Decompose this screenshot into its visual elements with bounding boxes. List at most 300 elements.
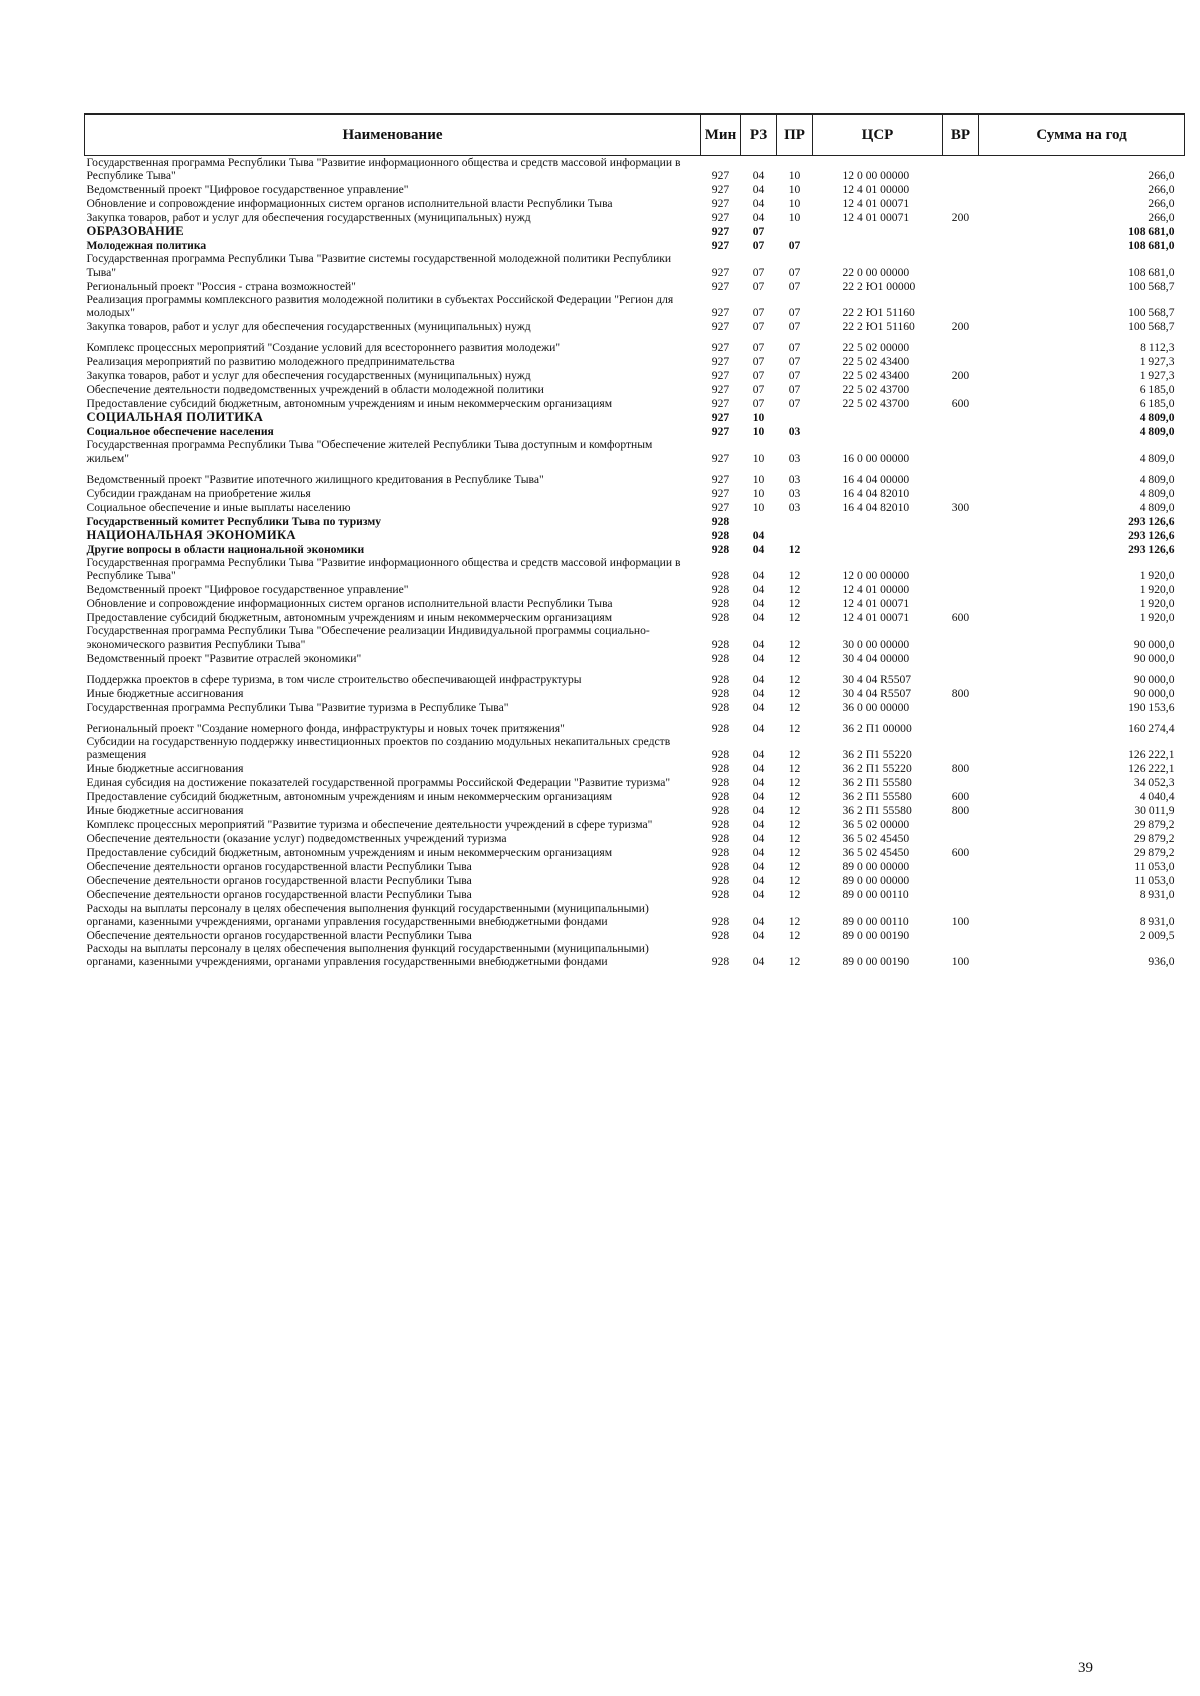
row-sum: 100 568,7	[1128, 306, 1175, 320]
row-sum: 108 681,0	[1128, 265, 1175, 279]
row-name: Иные бюджетные ассигнования	[86, 804, 244, 818]
row-min: 928	[711, 569, 730, 583]
row-min: 928	[711, 528, 730, 542]
row-name: Ведомственный проект "Развитие ипотечного жилищного кредитования в Республике Тыва"	[86, 472, 544, 486]
row-sum: 34 052,3	[1133, 776, 1175, 790]
row-csr: 89 0 00 00110	[842, 888, 909, 902]
table-row	[85, 804, 1185, 818]
row-vr	[943, 486, 979, 500]
row-name: СОЦИАЛЬНАЯ ПОЛИТИКА	[86, 410, 264, 425]
row-vr	[943, 238, 979, 252]
row-rz: 07	[752, 341, 765, 355]
row-pr	[777, 514, 813, 528]
row-name: Региональный проект "Россия - страна возможностей"	[86, 279, 356, 293]
row-csr: 22 5 02 43700	[842, 397, 910, 411]
row-sum: 293 126,6	[1128, 528, 1175, 542]
row-vr: 200	[951, 369, 970, 383]
row-vr: 300	[951, 500, 970, 514]
row-pr: 12	[788, 846, 801, 860]
row-pr: 10	[788, 183, 801, 197]
row-min: 928	[711, 804, 730, 818]
row-vr	[943, 182, 979, 196]
page-number: 39	[1078, 1660, 1093, 1676]
row-min: 928	[711, 874, 730, 888]
row-vr	[943, 156, 979, 183]
row-rz: 04	[752, 914, 765, 928]
table-row	[85, 776, 1185, 790]
row-vr: 600	[951, 846, 970, 860]
row-rz: 04	[752, 790, 765, 804]
row-rz: 04	[752, 211, 765, 225]
row-pr: 03	[788, 500, 801, 514]
row-rz: 07	[752, 397, 765, 411]
row-csr: 36 2 П1 55580	[842, 790, 912, 804]
row-sum: 190 153,6	[1128, 700, 1175, 714]
row-csr: 12 4 01 00071	[842, 211, 910, 225]
row-min: 928	[711, 651, 730, 665]
row-vr: 800	[951, 804, 970, 818]
row-vr	[943, 700, 979, 714]
table-row	[85, 928, 1185, 942]
table-row	[85, 424, 1185, 438]
row-csr: 89 0 00 00110	[842, 914, 909, 928]
row-pr: 07	[788, 341, 801, 355]
row-pr	[777, 224, 813, 238]
row-vr	[943, 279, 979, 293]
row-csr	[813, 410, 943, 424]
table-row	[85, 596, 1185, 610]
row-pr: 07	[788, 239, 801, 253]
row-pr: 12	[788, 928, 801, 942]
row-vr	[943, 542, 979, 556]
row-vr: 100	[951, 914, 970, 928]
row-pr: 07	[788, 383, 801, 397]
row-pr: 10	[788, 211, 801, 225]
header-name: Наименование	[85, 114, 701, 156]
row-name: ОБРАЗОВАНИЕ	[86, 224, 184, 239]
table-row	[85, 224, 1185, 238]
row-sum: 1 920,0	[1139, 569, 1175, 583]
row-rz: 07	[752, 265, 765, 279]
row-sum: 108 681,0	[1128, 225, 1175, 239]
row-sum: 293 126,6	[1128, 514, 1175, 528]
row-name: Поддержка проектов в сфере туризма, в том числе строительство обеспечивающей инфраструктуры	[86, 672, 582, 686]
row-rz: 04	[752, 197, 765, 211]
row-pr: 03	[788, 472, 801, 486]
row-min: 928	[711, 818, 730, 832]
row-vr: 200	[951, 320, 970, 334]
row-vr	[943, 582, 979, 596]
table-row	[85, 735, 1185, 761]
row-csr: 36 2 П1 55220	[842, 762, 912, 776]
row-sum: 1 920,0	[1139, 583, 1175, 597]
row-csr: 16 4 04 82010	[842, 486, 910, 500]
row-csr: 12 4 01 00071	[842, 197, 910, 211]
row-csr: 12 0 00 00000	[842, 169, 910, 183]
row-min: 927	[711, 341, 730, 355]
row-rz: 04	[752, 569, 765, 583]
row-min: 927	[711, 486, 730, 500]
row-csr: 12 4 01 00000	[842, 583, 910, 597]
row-name: Единая субсидия на достижение показателей государственной программы Российской Федерации "Развитие туризма"	[86, 776, 671, 790]
header-vr: ВР	[943, 114, 979, 156]
row-csr	[813, 424, 943, 438]
row-pr: 07	[788, 369, 801, 383]
row-csr: 36 2 П1 55580	[842, 776, 912, 790]
row-min: 928	[711, 542, 730, 556]
row-min: 927	[711, 369, 730, 383]
row-name: Государственная программа Республики Тыва "Развитие информационного общества и средств массовой информации в Республике Тыва"	[86, 556, 681, 583]
row-vr: 600	[951, 397, 970, 411]
row-vr	[943, 224, 979, 238]
row-name: Государственная программа Республики Тыва "Развитие системы государственной молодежной политики Республики Тыва"	[86, 252, 672, 279]
row-pr: 10	[788, 197, 801, 211]
row-pr: 12	[788, 804, 801, 818]
row-vr	[943, 928, 979, 942]
row-pr: 07	[788, 320, 801, 334]
row-pr: 07	[788, 397, 801, 411]
row-csr: 36 5 02 45450	[842, 846, 910, 860]
row-name: Обновление и сопровождение информационных систем органов исполнительной власти Республики Тыва	[86, 597, 613, 611]
table-row	[85, 860, 1185, 874]
row-pr: 12	[788, 542, 801, 556]
table-row	[85, 156, 1185, 183]
table-row	[85, 686, 1185, 700]
row-vr	[943, 410, 979, 424]
row-rz: 04	[752, 928, 765, 942]
row-min: 928	[711, 700, 730, 714]
table-row	[85, 818, 1185, 832]
table-row	[85, 624, 1185, 650]
row-name: Другие вопросы в области национальной экономики	[86, 542, 365, 556]
row-name: Государственная программа Республики Тыва "Развитие туризма в Республике Тыва"	[86, 700, 509, 714]
table-row	[85, 714, 1185, 735]
row-name: Иные бюджетные ассигнования	[86, 762, 244, 776]
row-sum: 126 222,1	[1128, 748, 1175, 762]
row-sum: 293 126,6	[1128, 542, 1175, 556]
row-pr	[777, 410, 813, 424]
row-name: Региональный проект "Создание номерного фонда, инфраструктуры и новых точек притяжения"	[86, 722, 565, 736]
row-name: Социальное обеспечение населения	[86, 425, 274, 439]
row-csr: 22 5 02 43400	[842, 355, 910, 369]
row-pr: 12	[788, 888, 801, 902]
row-sum: 266,0	[1148, 211, 1175, 225]
row-csr: 12 4 01 00071	[842, 597, 910, 611]
row-sum: 4 809,0	[1139, 486, 1175, 500]
row-pr: 12	[788, 583, 801, 597]
row-csr	[813, 514, 943, 528]
row-csr: 36 2 П1 00000	[842, 722, 912, 736]
row-rz: 04	[752, 686, 765, 700]
budget-table	[84, 113, 1185, 968]
row-sum: 90 000,0	[1133, 672, 1175, 686]
table-row	[85, 556, 1185, 582]
row-csr: 12 0 00 00000	[842, 569, 910, 583]
row-sum: 1 920,0	[1139, 597, 1175, 611]
row-sum: 29 879,2	[1133, 832, 1175, 846]
row-csr	[813, 542, 943, 556]
row-csr: 22 2 Ю1 51160	[842, 320, 915, 334]
row-name: НАЦИОНАЛЬНАЯ ЭКОНОМИКА	[86, 527, 296, 542]
row-min: 928	[711, 686, 730, 700]
row-name: Предоставление субсидий бюджетным, автономным учреждениям и иным некоммерческим организациям	[86, 846, 613, 860]
row-pr: 12	[788, 955, 801, 969]
row-csr: 89 0 00 00000	[842, 874, 910, 888]
table-row	[85, 790, 1185, 804]
table-row	[85, 582, 1185, 596]
table-row	[85, 528, 1185, 542]
row-rz: 04	[752, 169, 765, 183]
row-name: Ведомственный проект "Цифровое государственное управление"	[86, 183, 409, 197]
table-row	[85, 486, 1185, 500]
row-name: Закупка товаров, работ и услуг для обеспечения государственных (муниципальных) нужд	[86, 320, 531, 334]
row-min: 928	[711, 611, 730, 625]
row-min: 927	[711, 472, 730, 486]
row-rz	[741, 514, 777, 528]
row-sum: 4 809,0	[1139, 451, 1175, 465]
row-min: 927	[711, 425, 730, 439]
row-sum: 8 931,0	[1139, 914, 1175, 928]
row-name: Обеспечение деятельности органов государственной власти Республики Тыва	[86, 928, 472, 942]
row-pr: 12	[788, 776, 801, 790]
row-pr: 03	[788, 486, 801, 500]
row-min: 927	[711, 306, 730, 320]
row-min: 927	[711, 383, 730, 397]
row-rz: 04	[752, 762, 765, 776]
row-name: Субсидии гражданам на приобретение жилья	[86, 486, 311, 500]
row-rz: 07	[752, 306, 765, 320]
row-sum: 11 053,0	[1134, 860, 1175, 874]
row-pr: 12	[788, 597, 801, 611]
table-row	[85, 319, 1185, 333]
row-name: Государственная программа Республики Тыва "Обеспечение жителей Республики Тыва доступным и комфортным жильем"	[86, 438, 653, 465]
row-rz: 04	[752, 542, 765, 556]
row-csr: 30 4 04 R5507	[842, 672, 912, 686]
row-vr	[943, 252, 979, 278]
table-row	[85, 333, 1185, 354]
table-row	[85, 665, 1185, 686]
row-vr	[943, 860, 979, 874]
row-rz: 07	[752, 320, 765, 334]
row-min: 928	[711, 914, 730, 928]
row-name: Обеспечение деятельности органов государственной власти Республики Тыва	[86, 888, 472, 902]
row-vr	[943, 382, 979, 396]
table-row	[85, 500, 1185, 514]
row-sum: 29 879,2	[1133, 846, 1175, 860]
row-vr	[943, 293, 979, 319]
row-pr: 07	[788, 355, 801, 369]
row-min: 927	[711, 500, 730, 514]
row-sum: 8 931,0	[1139, 888, 1175, 902]
row-vr	[943, 528, 979, 542]
row-csr: 22 5 02 00000	[842, 341, 910, 355]
table-row	[85, 874, 1185, 888]
row-csr	[813, 238, 943, 252]
row-csr: 89 0 00 00000	[842, 860, 910, 874]
row-pr: 12	[788, 818, 801, 832]
row-vr	[943, 438, 979, 464]
row-pr: 12	[788, 748, 801, 762]
row-csr: 12 4 01 00071	[842, 611, 910, 625]
row-sum: 4 809,0	[1139, 500, 1175, 514]
table-row	[85, 396, 1185, 410]
row-csr: 16 4 04 00000	[842, 472, 910, 486]
row-min: 928	[711, 748, 730, 762]
row-vr: 800	[951, 762, 970, 776]
row-min: 928	[711, 888, 730, 902]
row-min: 928	[711, 928, 730, 942]
row-sum: 6 185,0	[1139, 383, 1175, 397]
row-csr	[813, 224, 943, 238]
row-rz: 10	[752, 411, 765, 425]
row-csr: 30 0 00 00000	[842, 637, 910, 651]
row-rz: 04	[752, 846, 765, 860]
row-rz: 04	[752, 776, 765, 790]
row-pr: 07	[788, 306, 801, 320]
row-name: Закупка товаров, работ и услуг для обеспечения государственных (муниципальных) нужд	[86, 369, 531, 383]
table-row	[85, 762, 1185, 776]
row-vr	[943, 735, 979, 761]
row-csr: 12 4 01 00000	[842, 183, 910, 197]
row-vr	[943, 624, 979, 650]
row-pr: 12	[788, 672, 801, 686]
row-vr	[943, 196, 979, 210]
row-name: Иные бюджетные ассигнования	[86, 686, 244, 700]
row-vr	[943, 874, 979, 888]
row-rz: 04	[752, 832, 765, 846]
row-sum: 6 185,0	[1139, 397, 1175, 411]
table-body	[85, 156, 1185, 969]
row-pr: 07	[788, 265, 801, 279]
row-rz: 04	[752, 611, 765, 625]
row-name: Ведомственный проект "Цифровое государственное управление"	[86, 583, 409, 597]
row-vr	[943, 714, 979, 735]
row-sum: 4 809,0	[1139, 472, 1175, 486]
row-sum: 1 920,0	[1139, 611, 1175, 625]
row-pr: 12	[788, 700, 801, 714]
row-csr: 36 2 П1 55580	[842, 804, 912, 818]
table-row	[85, 293, 1185, 319]
row-pr: 03	[788, 425, 801, 439]
row-sum: 11 053,0	[1134, 874, 1175, 888]
row-min: 927	[711, 451, 730, 465]
row-csr: 89 0 00 00190	[842, 928, 910, 942]
row-rz: 10	[752, 472, 765, 486]
row-name: Реализация мероприятий по развитию молодежного предпринимательства	[86, 355, 455, 369]
row-pr: 12	[788, 762, 801, 776]
row-pr: 12	[788, 637, 801, 651]
row-sum: 90 000,0	[1133, 686, 1175, 700]
row-name: Предоставление субсидий бюджетным, автономным учреждениям и иным некоммерческим организациям	[86, 611, 613, 625]
table-row	[85, 368, 1185, 382]
row-min: 928	[711, 672, 730, 686]
row-sum: 29 879,2	[1133, 818, 1175, 832]
row-min: 928	[711, 790, 730, 804]
row-csr: 16 4 04 82010	[842, 500, 910, 514]
row-pr: 12	[788, 874, 801, 888]
row-vr	[943, 651, 979, 665]
row-rz: 04	[752, 722, 765, 736]
row-min: 928	[711, 722, 730, 736]
row-sum: 100 568,7	[1128, 320, 1175, 334]
row-csr: 22 5 02 43700	[842, 383, 910, 397]
row-sum: 108 681,0	[1128, 239, 1175, 253]
budget-page	[84, 113, 1184, 968]
table-row	[85, 196, 1185, 210]
row-vr	[943, 354, 979, 368]
row-rz: 10	[752, 425, 765, 439]
table-row	[85, 942, 1185, 968]
row-csr: 89 0 00 00190	[842, 955, 910, 969]
header-csr: ЦСР	[813, 114, 943, 156]
row-name: Обеспечение деятельности подведомственных учреждений в области молодежной политики	[86, 383, 544, 397]
row-pr: 12	[788, 790, 801, 804]
row-pr: 12	[788, 611, 801, 625]
header-min: Мин	[701, 114, 741, 156]
row-sum: 266,0	[1148, 183, 1175, 197]
table-row	[85, 542, 1185, 556]
row-vr	[943, 465, 979, 486]
row-sum: 4 040,4	[1139, 790, 1175, 804]
row-sum: 936,0	[1148, 955, 1175, 969]
row-rz: 04	[752, 874, 765, 888]
row-min: 927	[711, 197, 730, 211]
row-min: 928	[711, 597, 730, 611]
row-min: 927	[711, 355, 730, 369]
row-csr: 22 5 02 43400	[842, 369, 910, 383]
table-row	[85, 210, 1185, 224]
row-vr	[943, 424, 979, 438]
row-name: Государственная программа Республики Тыва "Обеспечение реализации Индивидуальной программы социально-экономического развития Республики Тыва"	[86, 624, 650, 651]
row-vr	[943, 514, 979, 528]
row-rz: 04	[752, 672, 765, 686]
row-rz: 10	[752, 451, 765, 465]
table-row	[85, 410, 1185, 424]
row-csr: 36 2 П1 55220	[842, 748, 912, 762]
table-row	[85, 700, 1185, 714]
row-vr	[943, 556, 979, 582]
row-sum: 1 927,3	[1139, 369, 1175, 383]
row-sum: 30 011,9	[1134, 804, 1175, 818]
row-name: Обеспечение деятельности органов государственной власти Республики Тыва	[86, 874, 472, 888]
row-rz: 04	[752, 888, 765, 902]
row-min: 927	[711, 225, 730, 239]
row-csr: 22 2 Ю1 51160	[842, 306, 915, 320]
table-row	[85, 279, 1185, 293]
row-sum: 8 112,3	[1140, 341, 1175, 355]
row-min: 927	[711, 411, 730, 425]
row-rz: 04	[752, 804, 765, 818]
row-min: 928	[711, 860, 730, 874]
row-rz: 04	[752, 955, 765, 969]
row-rz: 07	[752, 239, 765, 253]
row-name: Закупка товаров, работ и услуг для обеспечения государственных (муниципальных) нужд	[86, 211, 531, 225]
row-min: 928	[711, 955, 730, 969]
row-sum: 126 222,1	[1128, 762, 1175, 776]
row-rz: 04	[752, 860, 765, 874]
row-name: Обновление и сопровождение информационных систем органов исполнительной власти Республики Тыва	[86, 197, 613, 211]
row-vr: 600	[951, 611, 970, 625]
row-pr: 12	[788, 651, 801, 665]
row-rz: 07	[752, 279, 765, 293]
row-sum: 90 000,0	[1133, 637, 1175, 651]
table-row	[85, 238, 1185, 252]
row-pr: 12	[788, 914, 801, 928]
row-pr: 10	[788, 169, 801, 183]
row-csr	[813, 528, 943, 542]
table-row	[85, 252, 1185, 278]
row-pr: 03	[788, 451, 801, 465]
